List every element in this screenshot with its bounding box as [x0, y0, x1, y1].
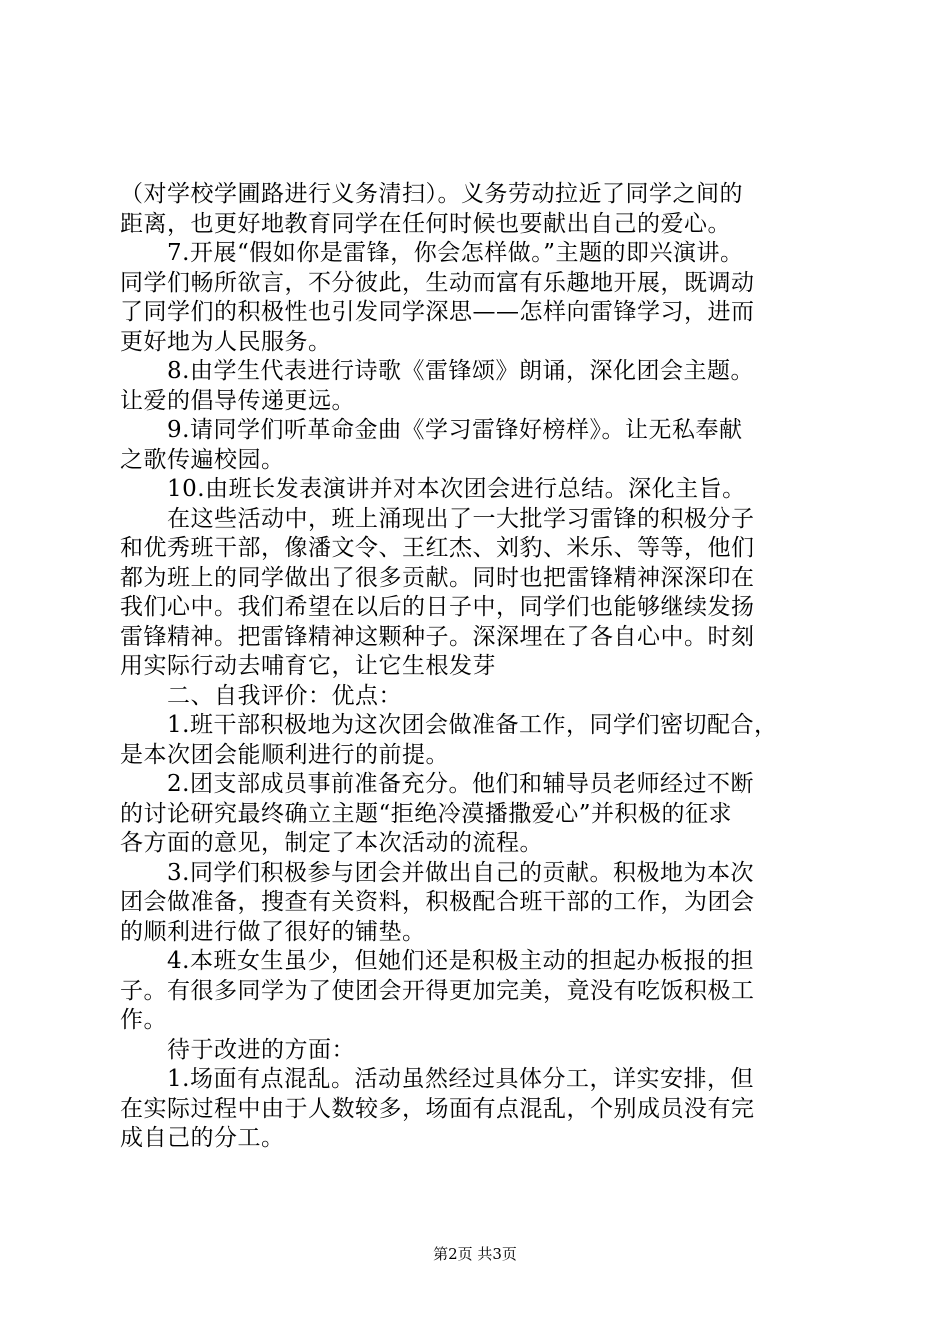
- text-line: 和优秀班干部，像潘文令、王红杰、刘豹、米乐、等等，他们: [120, 535, 755, 561]
- page-number-label: 第2页 共3页: [433, 1245, 517, 1263]
- text-line: 在这些活动中，班上涌现出了一大批学习雷锋的积极分子: [120, 505, 755, 532]
- text-line: 让爱的倡导传递更远。: [120, 387, 355, 414]
- text-line: 10.由班长发表演讲并对本次团会进行总结。深化主旨。: [120, 476, 746, 502]
- text-line: 都为班上的同学做出了很多贡献。同时也把雷锋精神深深印在: [120, 564, 755, 591]
- document-body: [120, 180, 840, 1154]
- text-line: 之歌传遍校园。: [120, 446, 285, 473]
- text-line: 二、自我评价：优点：: [120, 682, 402, 709]
- text-line: 团会做准备，搜查有关资料，积极配合班干部的工作，为团会: [120, 889, 755, 915]
- text-line: 距离，也更好地教育同学在任何时候也要献出自己的爱心。: [120, 210, 731, 237]
- text-line: 4.本班女生虽少，但她们还是积极主动的担起办板报的担: [120, 948, 754, 974]
- text-line: 子。有很多同学为了使团会开得更加完美，竟没有吃饭积极工: [120, 977, 755, 1004]
- text-line: 成自己的分工。: [120, 1125, 285, 1151]
- text-line: 是本次团会能顺利进行的前提。: [120, 741, 449, 768]
- text-line: 作。: [120, 1007, 167, 1033]
- text-line: 各方面的意见，制定了本次活动的流程。: [120, 830, 543, 856]
- text-line: 8.由学生代表进行诗歌《雷锋颂》朗诵，深化团会主题。: [120, 358, 754, 384]
- text-line: 用实际行动去哺育它，让它生根发芽: [120, 653, 496, 679]
- text-line: 同学们畅所欲言，不分彼此，生动而富有乐趣地开展，既调动: [120, 269, 755, 296]
- text-line: 我们心中。我们希望在以后的日子中，同学们也能够继续发扬: [120, 594, 755, 620]
- text-line: 雷锋精神。把雷锋精神这颗种子。深深埋在了各自心中。时刻: [120, 623, 755, 650]
- text-line: 的顺利进行做了很好的铺垫。: [120, 918, 426, 945]
- text-line: 的讨论研究最终确立主题“拒绝冷漠播撒爱心”并积极的征求: [120, 800, 733, 827]
- text-line: 1.班干部积极地为这次团会做准备工作，同学们密切配合，: [120, 712, 778, 738]
- text-line: 9.请同学们听革命金曲《学习雷锋好榜样》。让无私奉献: [120, 417, 743, 443]
- text-line: 在实际过程中由于人数较多，场面有点混乱，个别成员没有完: [120, 1095, 755, 1122]
- text-line: 更好地为人民服务。: [120, 328, 332, 355]
- text-line: 了同学们的积极性也引发同学深思——怎样向雷锋学习，进而: [120, 299, 755, 325]
- text-line: 7.开展“假如你是雷锋，你会怎样做。”主题的即兴演讲。: [120, 240, 744, 266]
- text-line: 1.场面有点混乱。活动虽然经过具体分工，详实安排，但: [120, 1066, 754, 1092]
- text-line: （对学校学圃路进行义务清扫）。义务劳动拉近了同学之间的: [120, 181, 743, 207]
- text-line: 2.团支部成员事前准备充分。他们和辅导员老师经过不断: [120, 771, 754, 797]
- text-line: 3.同学们积极参与团会并做出自己的贡献。积极地为本次: [120, 859, 754, 886]
- page-footer: [0, 1243, 950, 1264]
- text-line: 待于改进的方面：: [120, 1036, 355, 1063]
